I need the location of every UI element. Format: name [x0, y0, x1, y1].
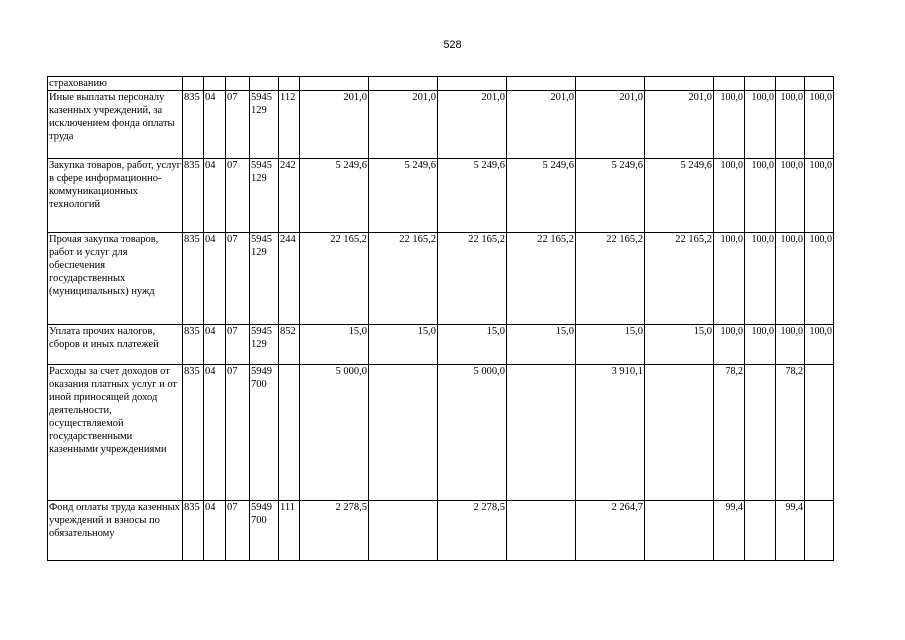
- table-cell: 100,0: [714, 91, 745, 159]
- table-cell: 100,0: [776, 91, 805, 159]
- table-row: [48, 91, 834, 159]
- table-cell: 22 165,2: [438, 233, 507, 325]
- table-cell: 78,2: [776, 365, 805, 501]
- table-cell: 22 165,2: [645, 233, 714, 325]
- table-cell: 07: [226, 365, 250, 501]
- table-cell: 5949 700: [250, 501, 279, 561]
- table-cell: 5945 129: [250, 159, 279, 233]
- table-cell: [507, 365, 576, 501]
- table-cell: 100,0: [805, 233, 834, 325]
- table-cell: 835: [183, 325, 204, 365]
- table-cell: 835: [183, 501, 204, 561]
- row-label: Расходы за счет доходов от оказания платных услуг и от иной приносящей доход деятельности, осуществляемой государственными казенными учреждениями: [48, 365, 183, 501]
- table-cell: 5 000,0: [438, 365, 507, 501]
- table-cell: 835: [183, 91, 204, 159]
- table-cell: 111: [279, 501, 300, 561]
- table-cell: 15,0: [300, 325, 369, 365]
- table-cell: 5 249,6: [576, 159, 645, 233]
- table-cell: 04: [204, 501, 226, 561]
- table-cell: 5 249,6: [300, 159, 369, 233]
- table-cell: [745, 501, 776, 561]
- table-cell: 15,0: [438, 325, 507, 365]
- table-cell: [226, 77, 250, 91]
- table-cell: 07: [226, 159, 250, 233]
- table-cell: 5945 129: [250, 233, 279, 325]
- table-cell: 100,0: [805, 91, 834, 159]
- table-cell: [645, 77, 714, 91]
- table-cell: [805, 365, 834, 501]
- table-cell: 242: [279, 159, 300, 233]
- table-cell: [805, 501, 834, 561]
- table-cell: [507, 77, 576, 91]
- table-cell: [745, 77, 776, 91]
- table-cell: 100,0: [745, 325, 776, 365]
- table-cell: 15,0: [369, 325, 438, 365]
- table-cell: 04: [204, 325, 226, 365]
- table-cell: 2 278,5: [438, 501, 507, 561]
- table-cell: 100,0: [776, 159, 805, 233]
- table-cell: [438, 77, 507, 91]
- page-number: 528: [443, 39, 462, 51]
- table-cell: [204, 77, 226, 91]
- table-cell: 04: [204, 159, 226, 233]
- table-cell: 99,4: [776, 501, 805, 561]
- table-cell: [805, 77, 834, 91]
- row-label: Прочая закупка товаров, работ и услуг для обеспечения государственных (муниципальных) нужд: [48, 233, 183, 325]
- table-cell: [369, 501, 438, 561]
- table-cell: 22 165,2: [576, 233, 645, 325]
- table-row: [48, 325, 834, 365]
- table-cell: 5 249,6: [369, 159, 438, 233]
- table-cell: [250, 77, 279, 91]
- table-cell: [645, 365, 714, 501]
- table-cell: 100,0: [714, 159, 745, 233]
- table-row: [48, 77, 834, 91]
- table-cell: [369, 365, 438, 501]
- budget-table: [47, 76, 834, 561]
- table-cell: [369, 77, 438, 91]
- row-label: Уплата прочих налогов, сборов и иных платежей: [48, 325, 183, 365]
- table-cell: 15,0: [576, 325, 645, 365]
- table-cell: 100,0: [776, 233, 805, 325]
- table-cell: 112: [279, 91, 300, 159]
- table-cell: 100,0: [776, 325, 805, 365]
- table-cell: 04: [204, 233, 226, 325]
- table-cell: 5 249,6: [645, 159, 714, 233]
- table-row: [48, 365, 834, 501]
- table-cell: [279, 365, 300, 501]
- table-cell: 100,0: [714, 325, 745, 365]
- table-cell: 201,0: [645, 91, 714, 159]
- table-cell: [279, 77, 300, 91]
- table-cell: 201,0: [438, 91, 507, 159]
- table-cell: 201,0: [576, 91, 645, 159]
- table-cell: 3 910,1: [576, 365, 645, 501]
- table-cell: 22 165,2: [369, 233, 438, 325]
- table-cell: 100,0: [745, 91, 776, 159]
- table-cell: [776, 77, 805, 91]
- table-cell: 5945 129: [250, 325, 279, 365]
- table-cell: 99,4: [714, 501, 745, 561]
- table-cell: [183, 77, 204, 91]
- table-cell: 100,0: [745, 159, 776, 233]
- table-cell: 835: [183, 365, 204, 501]
- table-cell: 07: [226, 91, 250, 159]
- table-cell: 22 165,2: [507, 233, 576, 325]
- table-cell: 5 249,6: [438, 159, 507, 233]
- table-cell: 78,2: [714, 365, 745, 501]
- table-cell: 100,0: [745, 233, 776, 325]
- table-cell: 07: [226, 501, 250, 561]
- table-cell: 201,0: [300, 91, 369, 159]
- table-cell: 2 278,5: [300, 501, 369, 561]
- table-cell: 852: [279, 325, 300, 365]
- table-cell: 835: [183, 233, 204, 325]
- table-cell: [507, 501, 576, 561]
- table-cell: [745, 365, 776, 501]
- table-cell: 100,0: [805, 325, 834, 365]
- table-cell: 15,0: [645, 325, 714, 365]
- table-cell: 201,0: [507, 91, 576, 159]
- table-row: [48, 159, 834, 233]
- table-cell: 15,0: [507, 325, 576, 365]
- table-cell: 100,0: [714, 233, 745, 325]
- row-label: Закупка товаров, работ, услуг в сфере информационно-коммуникационных технологий: [48, 159, 183, 233]
- table-cell: 5 000,0: [300, 365, 369, 501]
- table-cell: 04: [204, 91, 226, 159]
- table-cell: 2 264,7: [576, 501, 645, 561]
- table-cell: 5949 700: [250, 365, 279, 501]
- table-cell: 07: [226, 233, 250, 325]
- table-row: [48, 233, 834, 325]
- table-cell: [576, 77, 645, 91]
- table-cell: [300, 77, 369, 91]
- table-cell: 100,0: [805, 159, 834, 233]
- table-cell: 04: [204, 365, 226, 501]
- table-cell: [645, 501, 714, 561]
- table-row: [48, 501, 834, 561]
- table-cell: 244: [279, 233, 300, 325]
- table-cell: [714, 77, 745, 91]
- table-cell: 201,0: [369, 91, 438, 159]
- table-cell: 5 249,6: [507, 159, 576, 233]
- table-cell: 5945 129: [250, 91, 279, 159]
- table-cell: 835: [183, 159, 204, 233]
- table-cell: 07: [226, 325, 250, 365]
- row-label: Иные выплаты персоналу казенных учреждений, за исключением фонда оплаты труда: [48, 91, 183, 159]
- table-cell: 22 165,2: [300, 233, 369, 325]
- row-label: страхованию: [48, 77, 183, 91]
- row-label: Фонд оплаты труда казенных учреждений и взносы по обязательному: [48, 501, 183, 561]
